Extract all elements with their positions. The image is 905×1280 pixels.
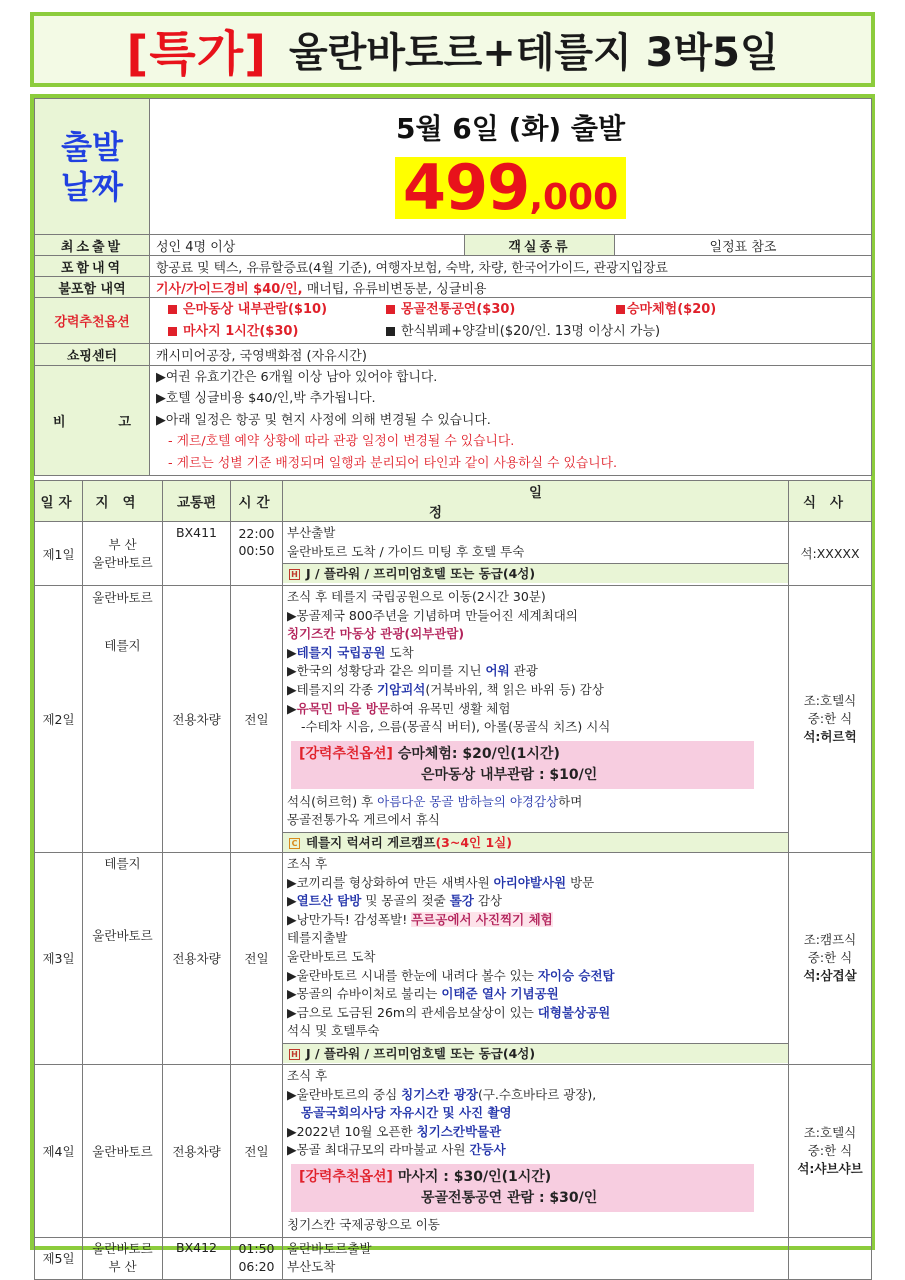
title-banner (30, 12, 875, 87)
opt5: 한식뷔페+양갈비($20/인. 13명 이상시 가능) (401, 323, 661, 339)
note-label: 비 고 (35, 366, 150, 476)
camp-icon: C (289, 838, 300, 849)
day1-row (35, 522, 872, 586)
day-meal: 조:호텔식 중:한 식 석:샤브샤브 (789, 1064, 872, 1237)
col-itin: 일정 (283, 481, 789, 522)
room-label: 객실종류 (465, 235, 615, 256)
day-meal: 조:캠프식 중:한 식 석:삼겹살 (789, 852, 872, 1064)
day-transport: 전용차량 (163, 852, 231, 1064)
square-icon (168, 327, 177, 336)
day-time: 22:00 00:50 (231, 522, 283, 586)
day-label: 제2일 (35, 586, 83, 853)
day-itinerary: 울란바토르출발 부산도착 (283, 1237, 789, 1279)
sale-tag: [특가] (126, 26, 268, 82)
square-icon (386, 305, 395, 314)
note-1: ▶여권 유효기간은 6개월 이상 남아 있어야 합니다. (156, 369, 438, 385)
price: 499,000 (395, 157, 626, 219)
day-transport: 전용차량 (163, 1064, 231, 1237)
shop-value: 캐시미어공장, 국영백화점 (자유시간) (150, 344, 872, 366)
day-time: 전일 (231, 1064, 283, 1237)
day-itinerary: 조식 후 테를지 국립공원으로 이동(2시간 30분) ▶몽골제국 800주년을 기념하며 만들어진 세계최대의 칭기즈칸 마동상 관광(외부관람) ▶테를지 국립공원 도착 ▶한국의 성황당과 같은 의미를 지닌 어워 관광 ▶테를지의 각종 기암괴석(거북바위, 책 읽은 바위 등) 감상 ▶유목민 마을 방문하여 유목민 생활 체험 -수테차 시음, 으름(몽골식 버터), 아롤(몽골식 치즈) 시식 [강력추천옵션] 승마체험: $20/인(1시간) 은마동상 내부관람 : $10/인 석식(허르헉) 후 아름다운 몽골 밤하늘의 야경감상하며 몽골전통가옥 게르에서 휴식 C 테를지 럭셔리 게르캠프(3~4인 1실) (283, 586, 789, 853)
departure-cell (150, 99, 872, 235)
day-label: 제4일 (35, 1064, 83, 1237)
day-label: 제5일 (35, 1237, 83, 1279)
opt4: 마사지 1시간($30) (183, 323, 299, 339)
day2-row (35, 586, 872, 853)
day-time: 전일 (231, 586, 283, 853)
day-place: 울란바토르 (83, 1064, 163, 1237)
hotel-icon: H (289, 569, 300, 580)
incl-label: 포함내역 (35, 256, 150, 277)
day-place: 울란바토르 테를지 (83, 586, 163, 853)
excl-label: 불포함 내역 (35, 277, 150, 298)
square-icon (616, 305, 625, 314)
note-4: - 게르/호텔 예약 상황에 따라 관광 일정이 변경될 수 있습니다. (168, 434, 515, 450)
day4-row (35, 1064, 872, 1237)
option-box: [강력추천옵션] 승마체험: $20/인(1시간) 은마동상 내부관람 : $10/인 (291, 741, 754, 789)
day-transport: BX412 (163, 1237, 231, 1279)
departure-label: 출발 날짜 (61, 127, 123, 206)
day-time: 01:50 06:20 (231, 1237, 283, 1279)
day-label: 제1일 (35, 522, 83, 586)
col-day: 일자 (35, 481, 83, 522)
hotel-icon: H (289, 1049, 300, 1060)
shop-label: 쇼핑센터 (35, 344, 150, 366)
day-itinerary: 부산출발 울란바토르 도착 / 가이드 미팅 후 호텔 투숙 H J / 플라워 / 프리미엄호텔 또는 동급(4성) (283, 522, 789, 586)
col-meal: 식사 (789, 481, 872, 522)
day-meal: 석:XXXXX (789, 522, 872, 586)
departure-date: 5월 6일 (화) 출발 (395, 112, 626, 145)
room-value: 일정표 참조 (615, 235, 872, 256)
day-place: 부 산 울란바토르 (83, 522, 163, 586)
note-2: ▶호텔 싱글비용 $40/인,박 추가됩니다. (156, 391, 376, 407)
hotel-bar: H J / 플라워 / 프리미엄호텔 또는 동급(4성) (283, 1043, 788, 1063)
day-itinerary: 조식 후 ▶코끼리를 형상화하여 만든 새벽사원 아리야발사원 방문 ▶열트산 탐방 및 몽골의 젖줄 톨강 감상 ▶낭만가득! 감성폭발! 푸르공에서 사진찍기 체험 테를지출발 울란바토르 도착 ▶울란바토르 시내를 한눈에 내려다 볼수 있는 자이승 승전탑 ▶몽골의 슈바이처로 불리는 이태준 열사 기념공원 ▶금으로 도금된 26m의 관세음보살상이 있는 대형불상공원 석식 및 호텔투숙 H J / 플라워 / 프리미엄호텔 또는 동급(4성) (283, 852, 789, 1064)
day-itinerary: 조식 후 ▶울란바토르의 중심 칭기스칸 광장(구.수흐바타르 광장), 몽골국회의사당 자유시간 및 사진 촬영 ▶2022년 10월 오픈한 칭기스칸박물관 ▶몽골 최대규모의 라마불교 사원 간등사 [강력추천옵션] 마사지 : $30/인(1시간) 몽골전통공연 관람 : $30/인 칭기스칸 국제공항으로 이동 (283, 1064, 789, 1237)
main-frame (30, 94, 875, 1275)
excl-value: 기사/가이드경비 $40/인, 매너팁, 유류비변동분, 싱글비용 (150, 277, 872, 298)
note-cell (150, 366, 872, 476)
col-time: 시간 (231, 481, 283, 522)
departure-label-cell (35, 99, 150, 235)
day-meal: 조:호텔식 중:한 식 석:허르헉 (789, 586, 872, 853)
day-transport: 전용차량 (163, 586, 231, 853)
day3-row (35, 852, 872, 1064)
square-icon (386, 327, 395, 336)
day-place: 울란바토르 부 산 (83, 1237, 163, 1279)
opt-label: 강력추천옵션 (35, 298, 150, 344)
incl-value: 항공료 및 텍스, 유류할증료(4월 기준), 여행자보험, 숙박, 차량, 한국어가이드, 관광지입장료 (150, 256, 872, 277)
note-5: - 게르는 성별 기준 배정되며 일행과 분리되어 타인과 같이 사용하실 수 있습니다. (168, 455, 618, 471)
tour-title: 울란바토르+테를지 3박5일 (289, 30, 779, 76)
day-transport: BX411 (163, 522, 231, 586)
day5-row (35, 1237, 872, 1279)
option-box: [강력추천옵션] 마사지 : $30/인(1시간) 몽골전통공연 관람 : $30/인 (291, 1164, 754, 1212)
info-table (34, 98, 872, 476)
square-icon (168, 305, 177, 314)
day-label: 제3일 (35, 852, 83, 1064)
opt3: 승마체험($20) (627, 301, 717, 317)
opt-cell (150, 298, 872, 344)
opt1: 은마동상 내부관람($10) (183, 301, 328, 317)
min-value: 성인 4명 이상 (150, 235, 465, 256)
col-trans: 교통편 (163, 481, 231, 522)
hotel-bar: H J / 플라워 / 프리미엄호텔 또는 동급(4성) (283, 563, 788, 583)
day-place: 테를지 울란바토르 (83, 852, 163, 1064)
opt2: 몽골전통공연($30) (401, 301, 516, 317)
day-time: 전일 (231, 852, 283, 1064)
note-3: ▶아래 일정은 항공 및 현지 사정에 의해 변경될 수 있습니다. (156, 412, 491, 428)
day-meal (789, 1237, 872, 1279)
camp-bar: C 테를지 럭셔리 게르캠프(3~4인 1실) (283, 832, 788, 852)
col-place: 지역 (83, 481, 163, 522)
min-label: 최소출발 (35, 235, 150, 256)
schedule-table (34, 480, 872, 1280)
